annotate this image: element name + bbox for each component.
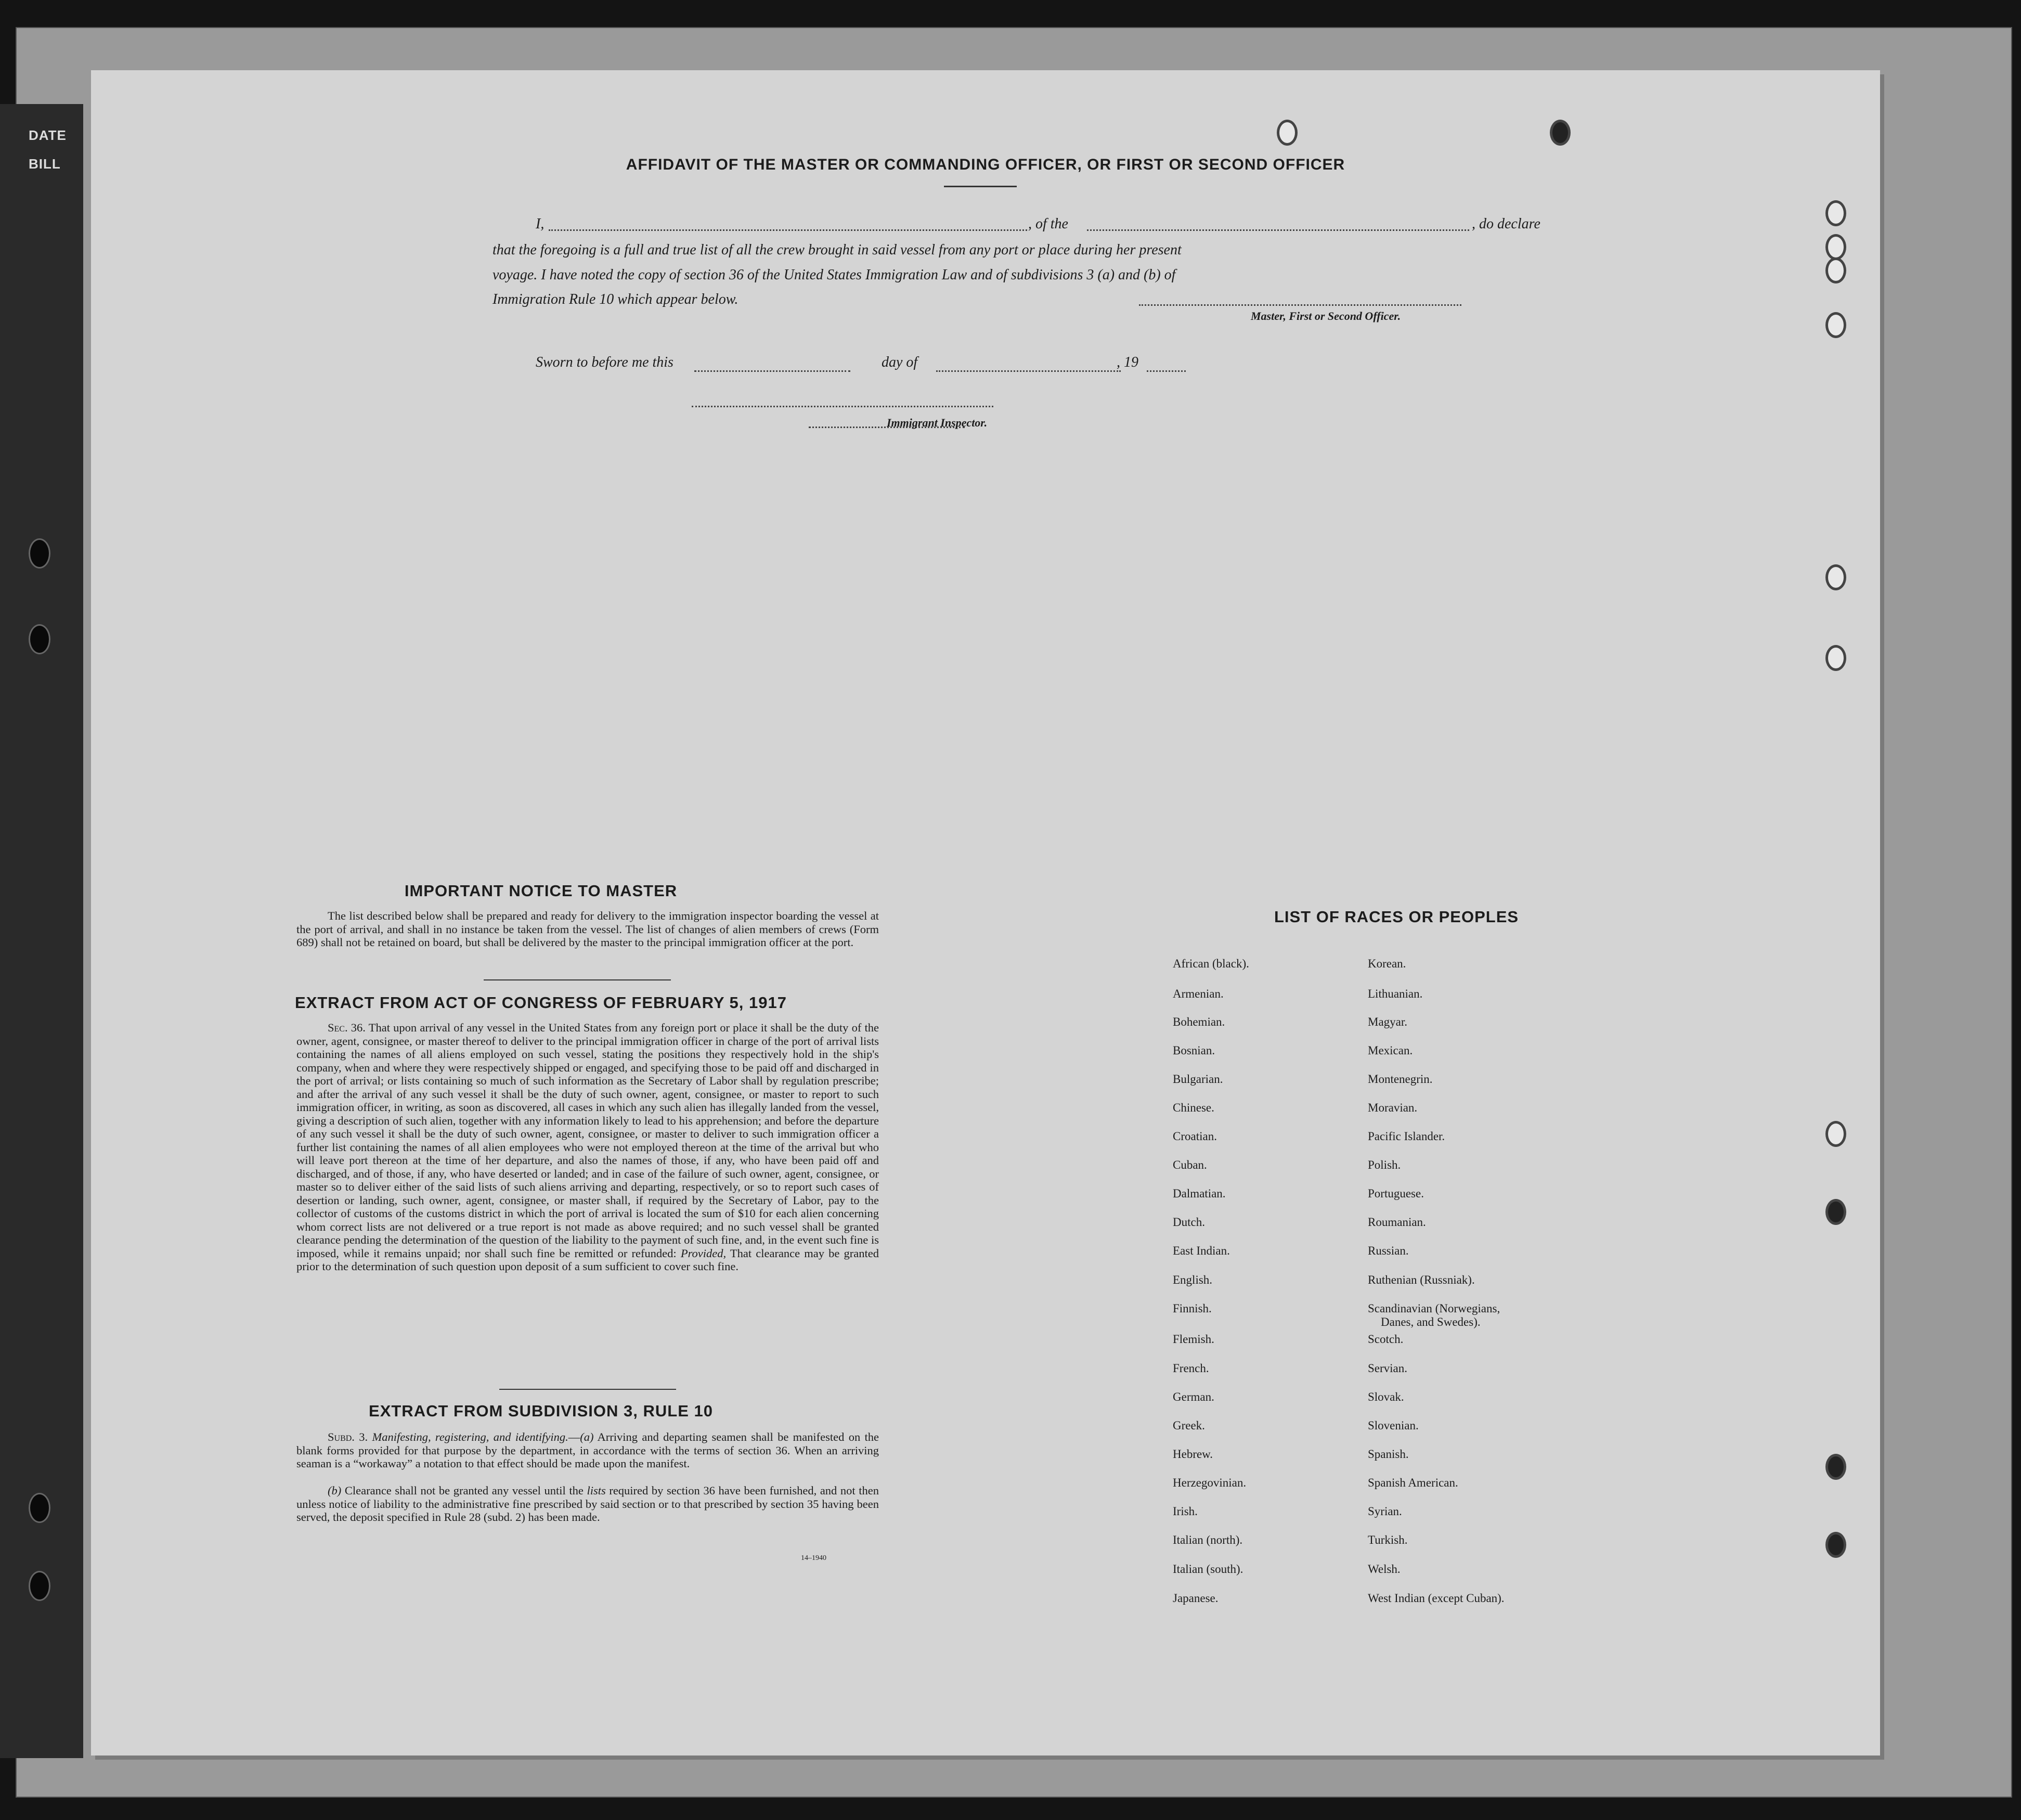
race-item: Spanish American. bbox=[1368, 1476, 1458, 1489]
race-item: English. bbox=[1173, 1273, 1213, 1286]
punch-hole bbox=[1825, 312, 1846, 338]
side-label-date: DATE bbox=[29, 127, 67, 143]
race-item: Welsh. bbox=[1368, 1563, 1401, 1576]
race-item: Slovak. bbox=[1368, 1390, 1404, 1403]
affidavit-title: AFFIDAVIT OF THE MASTER OR COMMANDING OFFICER, OR FIRST OR SECOND OFFICER bbox=[626, 156, 1345, 173]
race-item: Pacific Islander. bbox=[1368, 1130, 1445, 1143]
act-text bbox=[296, 1021, 879, 1273]
para-b-text-1: Clearance shall not be granted any vessel until the bbox=[344, 1484, 584, 1497]
punch-hole bbox=[29, 624, 50, 654]
race-item: Scotch. bbox=[1368, 1333, 1404, 1346]
race-item: Turkish. bbox=[1368, 1533, 1408, 1546]
race-item: Irish. bbox=[1173, 1505, 1198, 1518]
act-body-end: That clearance may be granted prior to the determination of such question upon deposit of a sum sufficient to cover such fine. bbox=[296, 1246, 879, 1273]
race-item: Italian (south). bbox=[1173, 1563, 1243, 1576]
punch-hole bbox=[29, 538, 50, 569]
race-item: Herzegovinian. bbox=[1173, 1476, 1247, 1489]
race-item: Montenegrin. bbox=[1368, 1073, 1433, 1086]
notice-text: The list described below shall be prepared and ready for delivery to the immigration inspector boarding the vessel at the port of arrival, and shall in no instance be taken from the vessel. The list of changes of alien members of crews (Form 689) shall not be retained on board, but shall be delivered by the master to the principal immigration officer at the port. bbox=[296, 909, 879, 949]
punch-hole bbox=[29, 1493, 50, 1523]
race-item: Croatian. bbox=[1173, 1130, 1217, 1143]
punch-hole bbox=[1825, 234, 1846, 260]
para-b-lists: lists bbox=[587, 1484, 606, 1497]
race-item: Dutch. bbox=[1173, 1216, 1205, 1229]
notice-title: IMPORTANT NOTICE TO MASTER bbox=[404, 882, 678, 900]
sworn-day-blank bbox=[694, 370, 850, 372]
race-item: Roumanian. bbox=[1368, 1216, 1426, 1229]
punch-hole bbox=[1825, 645, 1846, 671]
act-body: That upon arrival of any vessel in the United States from any foreign port or place it shall be the duty of the owner, agent, consignee, or master thereof to deliver to the principal immigration officer in charge of the port of arrival lists containing the names of all aliens employed on such vessel, stating the positions they respectively hold in the ship's company, when and where they were respectively shipped or engaged, and specifying those to be paid off and discharged in the port of arrival; or lists containing so much of such information as the Secretary of Labor shall by regulation prescribe; and after the arrival of any such vessel it shall be the duty of such owner, agent, consignee, or master to report to such immigration officer, in writing, as soon as discovered, all cases in which any such alien has illegally landed from the vessel, giving a description of such alien, together with any information likely to lead to his apprehension; and before the departure of any such vessel it shall be the duty of such owner, agent, consignee, or master to deliver to such immigration officer a further list containing the names of all alien employees who were not employed thereon at the time of the arrival but who will leave port thereon at the time of her departure, and also the names of those, if any, who have been paid off and discharged, and of those, if any, who have deserted or landed; and in case of the failure of such owner, agent, consignee, or master so to deliver either of the said lists of such aliens arriving and departing, respectively, or so to report such cases of desertion or landing, such owner, agent, consignee, or master shall, if required by the Secretary of Labor, pay to the collector of customs of the customs district in which the port of arrival is located the sum of $10 for each alien concerning whom correct lists are not delivered or a true report is not made as above required; and no such vessel shall be granted clearance pending the determination of the question of the liability to the payment of such fine, and, in the event such fine is imposed, while it remains unpaid; nor shall such fine be remitted or refunded: bbox=[296, 1021, 879, 1260]
provided-word: Provided, bbox=[680, 1246, 727, 1260]
race-item: Mexican. bbox=[1368, 1044, 1413, 1057]
race-item: Spanish. bbox=[1368, 1448, 1409, 1461]
signature-label: Master, First or Second Officer. bbox=[1251, 309, 1401, 322]
punch-hole bbox=[1277, 120, 1298, 146]
race-item: Moravian. bbox=[1368, 1101, 1418, 1114]
inspector-blank-1 bbox=[692, 406, 993, 407]
race-item: Cuban. bbox=[1173, 1158, 1207, 1171]
race-item: Russian. bbox=[1368, 1244, 1409, 1257]
race-item: French. bbox=[1173, 1362, 1209, 1375]
punch-hole bbox=[29, 1571, 50, 1601]
section-label: Sec. 36. bbox=[328, 1021, 366, 1034]
sworn-month-blank bbox=[936, 370, 1121, 372]
race-item: African (black). bbox=[1173, 957, 1249, 970]
race-item: German. bbox=[1173, 1390, 1214, 1403]
race-item: Slovenian. bbox=[1368, 1419, 1419, 1432]
affidavit-declare: , do declare bbox=[1472, 216, 1540, 232]
race-item: Syrian. bbox=[1368, 1505, 1402, 1518]
vessel-blank bbox=[1087, 229, 1469, 231]
punch-hole bbox=[1825, 1532, 1846, 1558]
punch-hole bbox=[1825, 200, 1846, 226]
sworn-year-blank bbox=[1147, 370, 1186, 372]
race-item: East Indian. bbox=[1173, 1244, 1230, 1257]
punch-hole bbox=[1825, 1199, 1846, 1225]
race-item: West Indian (except Cuban). bbox=[1368, 1592, 1505, 1605]
form-number: 14–1940 bbox=[801, 1554, 826, 1562]
race-item: Lithuanian. bbox=[1368, 987, 1423, 1000]
rule-title: EXTRACT FROM SUBDIVISION 3, RULE 10 bbox=[369, 1402, 713, 1420]
punch-hole bbox=[1825, 257, 1846, 283]
para-b-mark: (b) bbox=[328, 1484, 342, 1497]
punch-hole bbox=[1825, 1121, 1846, 1147]
punch-hole bbox=[1550, 120, 1571, 146]
affidavit-line-4: Immigration Rule 10 which appear below. bbox=[493, 291, 739, 307]
sworn-day-of: day of bbox=[882, 354, 918, 370]
document-page bbox=[91, 70, 1880, 1756]
affidavit-i: I, bbox=[536, 216, 545, 232]
race-item: Greek. bbox=[1173, 1419, 1205, 1432]
races-title: LIST OF RACES OR PEOPLES bbox=[1274, 908, 1519, 926]
para-a-text: Arriving and departing seamen shall be manifested on the blank forms provided for that purpose by the department, in accordance with the terms of section 36. When an arriving seaman is a “workaway” a notation to that effect should be made upon the manifest. bbox=[296, 1430, 879, 1470]
name-blank bbox=[549, 229, 1027, 231]
divider bbox=[944, 186, 1017, 187]
race-item: Scandinavian (Norwegians, bbox=[1368, 1302, 1500, 1315]
signature-blank bbox=[1139, 304, 1461, 306]
race-item: Ruthenian (Russniak). bbox=[1368, 1273, 1475, 1286]
race-item: Magyar. bbox=[1368, 1015, 1408, 1028]
rule-para-a: Subd. 3. Manifesting, registering, and identifying.—(a) Arriving and departing seamen shall be manifested on the blank forms provided for that purpose by the department, in accordance with the terms of section 36. When an arriving seaman is a “workaway” a notation to that effect should be made upon the manifest. bbox=[296, 1430, 879, 1470]
punch-hole bbox=[1825, 564, 1846, 590]
subdivision-heading: Manifesting, registering, and identifying. bbox=[372, 1430, 568, 1443]
affidavit-line-2: that the foregoing is a full and true list of all the crew brought in said vessel from any port or place during her present bbox=[493, 242, 1182, 258]
side-label-bill: BILL bbox=[29, 156, 61, 172]
race-item: Korean. bbox=[1368, 957, 1406, 970]
rule-para-b bbox=[296, 1484, 879, 1524]
race-item: Finnish. bbox=[1173, 1302, 1212, 1315]
punch-hole bbox=[1825, 1454, 1846, 1480]
race-item: Italian (north). bbox=[1173, 1533, 1243, 1546]
race-item: Polish. bbox=[1368, 1158, 1401, 1171]
race-item: Bulgarian. bbox=[1173, 1073, 1223, 1086]
race-item: Chinese. bbox=[1173, 1101, 1214, 1114]
para-b-text-2: required by section 36 have been furnished, and not then unless notice of liability to the administrative fine prescribed by said section or to that prescribed by section 35 having been served, the deposit specified in Rule 28 (subd. 2) has been made. bbox=[296, 1484, 879, 1524]
sworn-year: , 19 bbox=[1117, 354, 1138, 370]
inspector-label: Immigrant Inspector. bbox=[887, 416, 988, 429]
race-item-continuation: Danes, and Swedes). bbox=[1381, 1315, 1481, 1328]
race-item: Bohemian. bbox=[1173, 1015, 1225, 1028]
affidavit-of-the: , of the bbox=[1028, 216, 1068, 232]
subdivision-label: Subd. 3. bbox=[328, 1430, 368, 1443]
race-item: Armenian. bbox=[1173, 987, 1224, 1000]
race-item: Dalmatian. bbox=[1173, 1187, 1226, 1200]
para-a-mark: (a) bbox=[580, 1430, 594, 1443]
affidavit-line-3: voyage. I have noted the copy of section 36 of the United States Immigration Law and of subdivisions 3 (a) and (b) of bbox=[493, 267, 1176, 283]
divider bbox=[484, 979, 671, 980]
race-item: Portuguese. bbox=[1368, 1187, 1424, 1200]
divider bbox=[499, 1389, 676, 1390]
race-item: Bosnian. bbox=[1173, 1044, 1215, 1057]
race-item: Hebrew. bbox=[1173, 1448, 1213, 1461]
sworn-text: Sworn to before me this bbox=[536, 354, 673, 370]
act-title: EXTRACT FROM ACT OF CONGRESS OF FEBRUARY 5, 1917 bbox=[295, 993, 787, 1012]
race-item: Japanese. bbox=[1173, 1592, 1219, 1605]
race-item: Flemish. bbox=[1173, 1333, 1214, 1346]
race-item: Servian. bbox=[1368, 1362, 1408, 1375]
